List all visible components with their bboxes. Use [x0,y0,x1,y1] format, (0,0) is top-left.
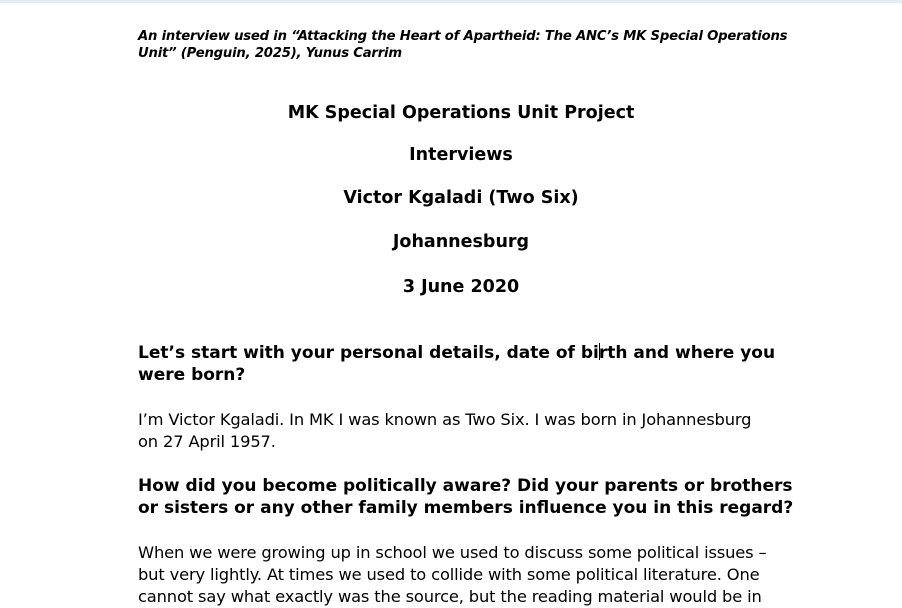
question-1 [138,342,784,386]
question-1-text-after-caret: rth and where you [598,343,776,363]
window-top-border [0,0,902,3]
caption-line: Unit” (Penguin, 2025), Yunus Carrim [138,45,402,61]
question-line: or sisters or any other family members influence you in this regard? [138,498,794,518]
question-1-line-1 [138,342,784,364]
answer-line: on 27 April 1957. [138,432,276,451]
interview-date: 3 June 2020 [402,277,520,297]
caption-line: An interview used in “Attacking the Heart of Apartheid: The ANC’s MK Special Operations [138,29,788,44]
question-line: How did you become politically aware? Did your parents or brothers [138,476,793,496]
answer-2 [138,542,784,608]
interview-location: Johannesburg [392,232,530,252]
question-2 [138,475,794,519]
answer-1 [138,409,784,453]
interviewee-name: Victor Kgaladi (Two Six) [343,188,579,208]
source-caption [138,29,788,62]
answer-line: When we were growing up in school we used to discuss some political issues – [138,543,767,562]
answer-line: cannot say what exactly was the source, but the reading material would be in [138,587,762,606]
answer-line: I’m Victor Kgaladi. In MK I was known as Two Six. I was born in Johannesburg [138,410,752,429]
section-title: Interviews [409,145,513,165]
question-1-text-before-caret: Let’s start with your personal details, date of bi [138,343,599,363]
question-1-line-2: were born? [138,365,246,385]
project-title: MK Special Operations Unit Project [287,103,635,123]
answer-line: but very lightly. At times we used to collide with some political literature. One [138,565,760,584]
